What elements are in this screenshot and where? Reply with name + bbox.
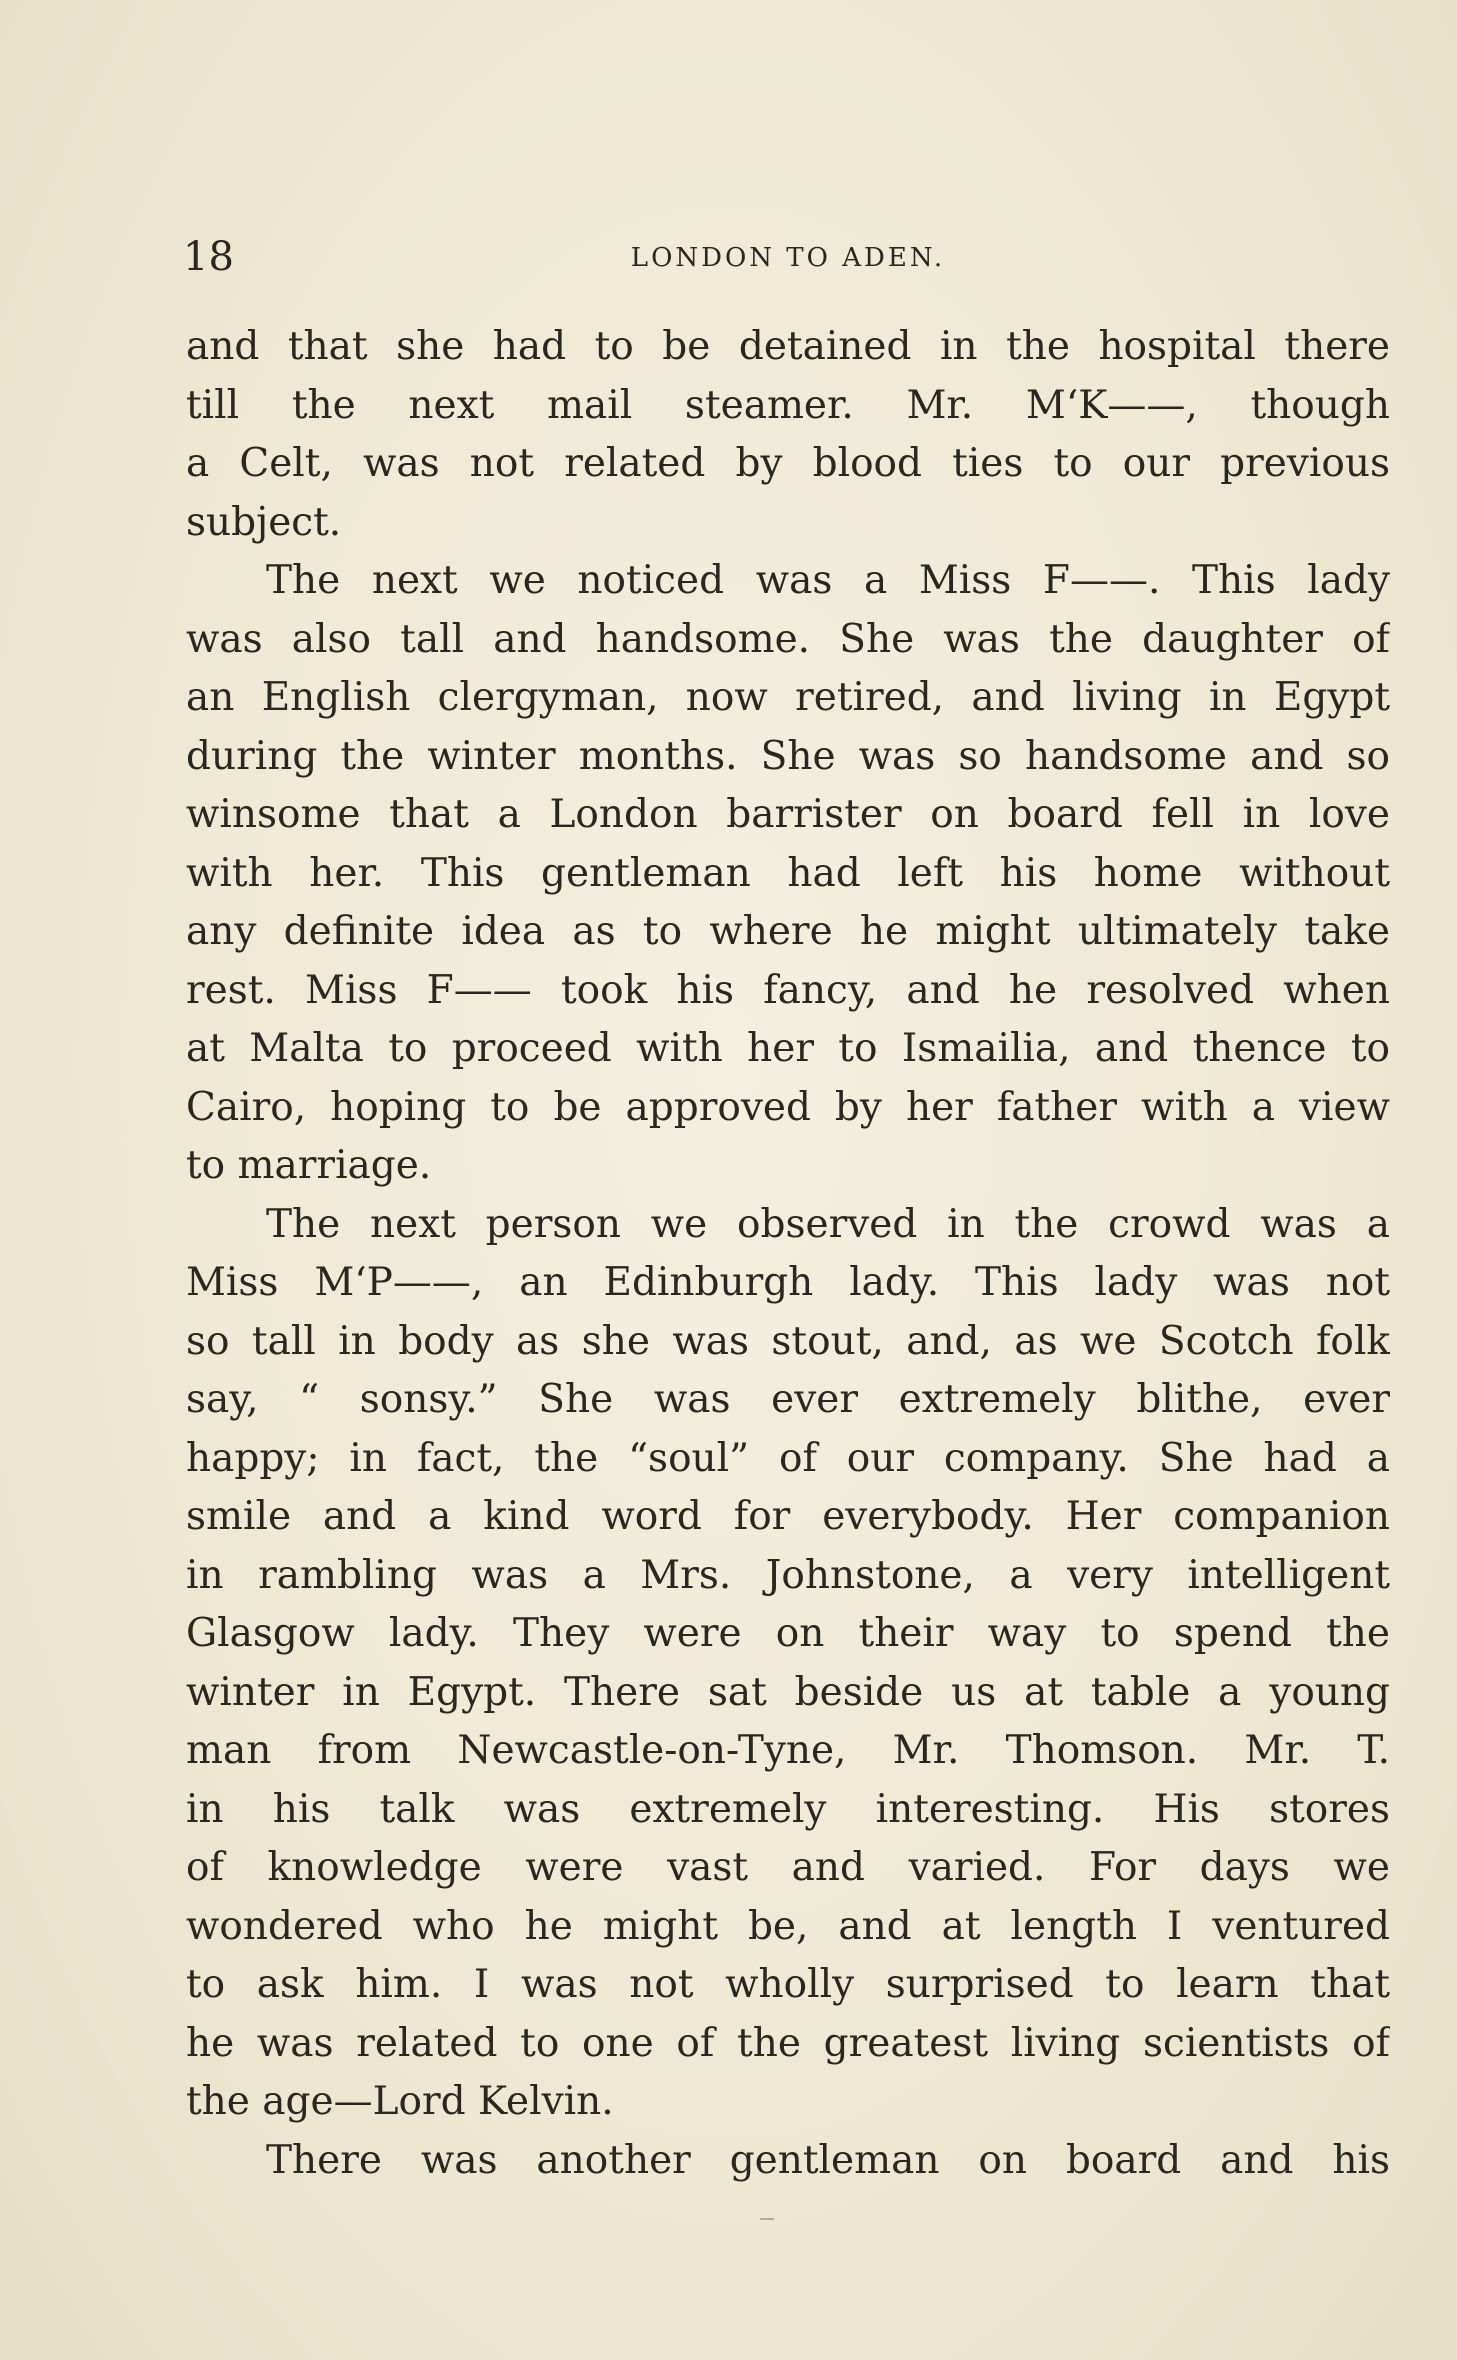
text-line: of knowledge were vast and varied. For days we (186, 1845, 1390, 1890)
text-line: and that she had to be detained in the hospital there (186, 324, 1390, 369)
text-line: in his talk was extremely interesting. His stores (186, 1786, 1390, 1832)
text-line: to ask him. I was not wholly surprised to learn that (186, 1962, 1390, 2007)
text-line: winsome that a London barrister on board fell in love (186, 792, 1390, 837)
text-line: Glasgow lady. They were on their way to spend the (186, 1611, 1390, 1656)
body-text (186, 318, 1390, 2190)
running-title: LONDON TO ADEN. (630, 243, 946, 273)
text-line: he was related to one of the greatest living scientists of (186, 2020, 1390, 2066)
page-header (183, 232, 1393, 282)
text-line: any definite idea as to where he might ultimately take (186, 909, 1390, 954)
print-mark (760, 2218, 774, 2220)
text-line: till the next mail steamer. Mr. M‘K——, though (186, 382, 1390, 428)
text-line: an English clergyman, now retired, and living in Egypt (186, 675, 1390, 720)
page-number: 18 (183, 234, 234, 280)
text-line: say, “ sonsy.” She was ever extremely blithe, ever (186, 1377, 1390, 1422)
text-line: in rambling was a Mrs. Johnstone, a very intelligent (186, 1552, 1390, 1598)
text-line: man from Newcastle-on-Tyne, Mr. Thomson. Mr. T. (186, 1728, 1390, 1773)
text-line: subject. (186, 499, 342, 545)
text-line: smile and a kind word for everybody. Her companion (186, 1494, 1390, 1539)
text-line: rest. Miss F—— took his fancy, and he resolved when (186, 967, 1390, 1013)
text-line: with her. This gentleman had left his home without (186, 850, 1390, 896)
text-line: the age—Lord Kelvin. (186, 2079, 614, 2124)
text-line: a Celt, was not related by blood ties to our previous (186, 441, 1390, 486)
text-line: happy; in fact, the “soul” of our company. She had a (186, 1435, 1390, 1481)
text-line: The next we noticed was a Miss F——. This lady (266, 558, 1390, 603)
text-line: so tall in body as she was stout, and, as we Scotch folk (186, 1318, 1390, 1364)
text-line: Cairo, hoping to be approved by her father with a view (186, 1084, 1390, 1130)
text-line: to marriage. (186, 1143, 432, 1188)
text-line: winter in Egypt. There sat beside us at table a young (186, 1669, 1390, 1715)
text-line: was also tall and handsome. She was the daughter of (186, 616, 1390, 662)
text-line: at Malta to proceed with her to Ismailia, and thence to (186, 1026, 1390, 1071)
text-line: There was another gentleman on board and his (266, 2137, 1390, 2183)
text-line: Miss M‘P——, an Edinburgh lady. This lady was not (186, 1260, 1390, 1305)
text-line: wondered who he might be, and at length I ventured (186, 1903, 1390, 1949)
text-line: during the winter months. She was so handsome and so (186, 733, 1390, 779)
text-line: The next person we observed in the crowd was a (266, 1201, 1390, 1247)
